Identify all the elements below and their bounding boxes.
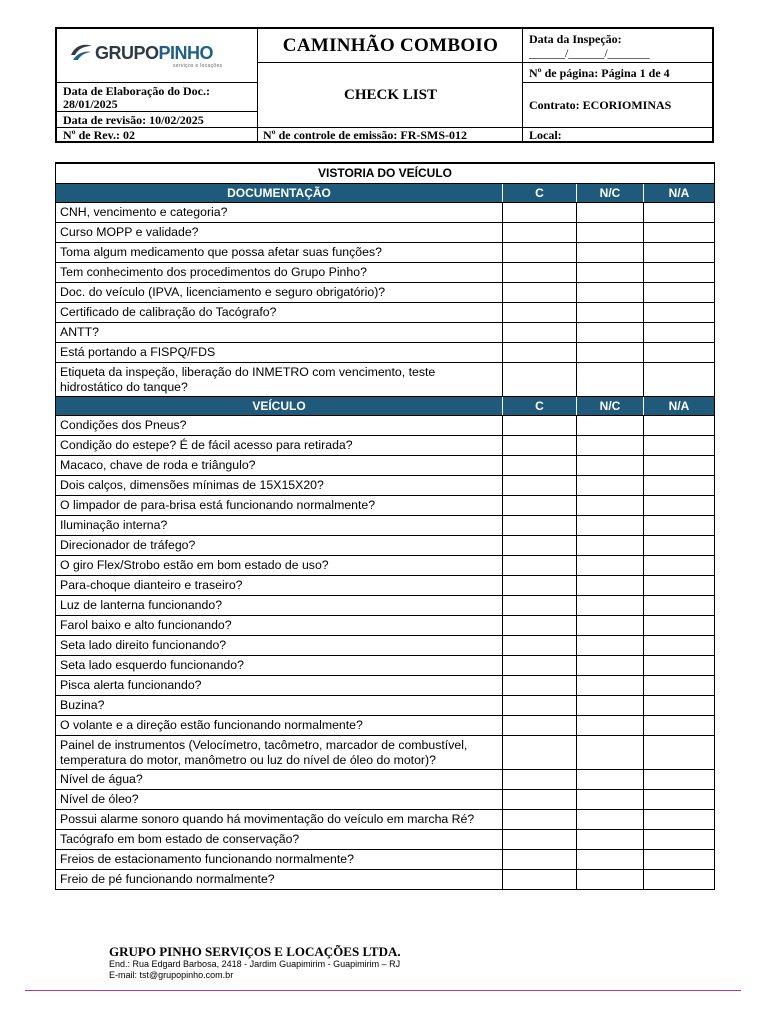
checklist-question: Luz de lanterna funcionando? [56,596,503,616]
elaboration-date: 28/01/2025 [63,97,118,111]
check-cell-c[interactable] [503,363,577,397]
check-cell-nc[interactable] [577,416,644,436]
check-cell-nc[interactable] [577,656,644,676]
table-row [56,223,715,243]
check-cell-c[interactable] [503,790,577,810]
column-header: N/A [644,397,715,416]
check-cell-nc[interactable] [577,363,644,397]
checklist-question: Iluminação interna? [56,516,503,536]
check-cell-nc[interactable] [577,636,644,656]
elaboration-date-label: Data de Elaboração do Doc.: [63,84,210,98]
table-row [56,416,715,436]
checklist-question: Freios de estacionamento funcionando normalmente? [56,850,503,870]
checklist-question: Doc. do veículo (IPVA, licenciamento e seguro obrigatório)? [56,283,503,303]
check-cell-na[interactable] [644,870,715,890]
check-cell-nc[interactable] [577,283,644,303]
checklist-question: Nível de água? [56,770,503,790]
checklist-question: Nível de óleo? [56,790,503,810]
checklist-question: Direcionador de tráfego? [56,536,503,556]
checklist-question: Farol baixo e alto funcionando? [56,616,503,636]
contract-label: Contrato: ECORIOMINAS [529,98,672,112]
check-cell-nc[interactable] [577,323,644,343]
header-divider [523,82,712,83]
header-divider [523,62,712,63]
check-cell-na[interactable] [644,850,715,870]
check-cell-c[interactable] [503,456,577,476]
check-cell-nc[interactable] [577,536,644,556]
check-cell-na[interactable] [644,416,715,436]
revision-number: Nº de Rev.: 02 [63,128,135,142]
check-cell-c[interactable] [503,870,577,890]
table-row [56,790,715,810]
table-row [56,616,715,636]
check-cell-c[interactable] [503,676,577,696]
table-row [56,516,715,536]
column-header: C [503,184,577,203]
check-cell-c[interactable] [503,736,577,770]
table-row [56,850,715,870]
table-row [56,263,715,283]
table-row [56,596,715,616]
table-row [56,770,715,790]
check-cell-c[interactable] [503,850,577,870]
check-cell-nc[interactable] [577,203,644,223]
check-cell-nc[interactable] [577,696,644,716]
check-cell-c[interactable] [503,810,577,830]
check-cell-nc[interactable] [577,850,644,870]
check-cell-na[interactable] [644,436,715,456]
table-row [56,363,715,397]
check-cell-nc[interactable] [577,496,644,516]
check-cell-c[interactable] [503,556,577,576]
check-cell-na[interactable] [644,203,715,223]
check-cell-c[interactable] [503,263,577,283]
check-cell-nc[interactable] [577,516,644,536]
check-cell-c[interactable] [503,616,577,636]
check-cell-nc[interactable] [577,736,644,770]
table-row [56,476,715,496]
inspection-date-field[interactable]: ______/______/_______ [529,46,650,60]
check-cell-c[interactable] [503,416,577,436]
check-cell-nc[interactable] [577,476,644,496]
column-header: N/C [577,184,644,203]
check-cell-na[interactable] [644,303,715,323]
document-title: CAMINHÃO COMBOIO [282,35,499,56]
table-row [56,303,715,323]
table-row [56,323,715,343]
document-header [55,27,714,143]
inspection-date-label: Data da Inspeção: [529,32,622,46]
footer-email: E-mail: tst@grupopinho.com.br [109,970,234,980]
column-header: N/C [577,397,644,416]
check-cell-nc[interactable] [577,576,644,596]
check-cell-na[interactable] [644,456,715,476]
check-cell-na[interactable] [644,636,715,656]
table-row [56,676,715,696]
check-cell-na[interactable] [644,770,715,790]
checklist-question: Freio de pé funcionando normalmente? [56,870,503,890]
check-cell-nc[interactable] [577,810,644,830]
check-cell-c[interactable] [503,576,577,596]
checklist-question: O volante e a direção estão funcionando normalmente? [56,716,503,736]
check-cell-c[interactable] [503,323,577,343]
check-cell-c[interactable] [503,830,577,850]
checklist-question: Tem conhecimento dos procedimentos do Grupo Pinho? [56,263,503,283]
checklist-question: Etiqueta da inspeção, liberação do INMETRO com vencimento, teste hidrostático do tanque? [56,363,503,397]
table-row [56,716,715,736]
footer-divider-line [25,990,741,991]
check-cell-c[interactable] [503,496,577,516]
check-cell-na[interactable] [644,810,715,830]
check-cell-nc[interactable] [577,456,644,476]
section-header-row [56,184,715,203]
check-cell-nc[interactable] [577,556,644,576]
table-row [56,696,715,716]
section-title: VEÍCULO [56,397,503,416]
checklist-question: Para-choque dianteiro e traseiro? [56,576,503,596]
checklist-question: O limpador de para-brisa está funcionando normalmente? [56,496,503,516]
check-cell-c[interactable] [503,696,577,716]
check-cell-na[interactable] [644,790,715,810]
checklist-question: Está portando a FISPQ/FDS [56,343,503,363]
section-header-row [56,397,715,416]
checklist-question: Condição do estepe? É de fácil acesso para retirada? [56,436,503,456]
table-row [56,830,715,850]
checklist-question: ANTT? [56,323,503,343]
check-cell-c[interactable] [503,303,577,323]
check-cell-nc[interactable] [577,870,644,890]
check-cell-nc[interactable] [577,303,644,323]
check-cell-c[interactable] [503,770,577,790]
logo-wordmark: GRUPOPINHO [95,43,214,63]
logo-tagline: serviços e locações [173,63,223,69]
check-cell-na[interactable] [644,343,715,363]
check-cell-na[interactable] [644,596,715,616]
checklist-question: O giro Flex/Strobo estão em bom estado de uso? [56,556,503,576]
checklist-question: Seta lado direito funcionando? [56,636,503,656]
table-row [56,243,715,263]
checklist-question: CNH, vencimento e categoria? [56,203,503,223]
check-cell-na[interactable] [644,576,715,596]
checklist-question: Macaco, chave de roda e triângulo? [56,456,503,476]
check-cell-nc[interactable] [577,770,644,790]
check-cell-na[interactable] [644,263,715,283]
checklist-question: Certificado de calibração do Tacógrafo? [56,303,503,323]
checklist-question: Pisca alerta funcionando? [56,676,503,696]
check-cell-nc[interactable] [577,223,644,243]
check-cell-c[interactable] [503,716,577,736]
column-header: N/A [644,184,715,203]
checklist-question: Seta lado esquerdo funcionando? [56,656,503,676]
table-row [56,283,715,303]
table-row [56,636,715,656]
check-cell-na[interactable] [644,496,715,516]
checklist-question: Condições dos Pneus? [56,416,503,436]
check-cell-nc[interactable] [577,436,644,456]
check-cell-nc[interactable] [577,243,644,263]
check-cell-c[interactable] [503,596,577,616]
checklist-question: Possui alarme sonoro quando há movimentação do veículo em marcha Ré? [56,810,503,830]
check-cell-na[interactable] [644,536,715,556]
header-divider [57,82,257,83]
revision-date: Data de revisão: 10/02/2025 [63,113,204,127]
check-cell-c[interactable] [503,343,577,363]
check-cell-nc[interactable] [577,790,644,810]
local-field[interactable]: Local: [529,128,562,142]
table-row [56,203,715,223]
footer-company-name: GRUPO PINHO SERVIÇOS E LOCAÇÕES LTDA. [109,944,401,959]
table-row [56,496,715,516]
checklist-question: Painel de instrumentos (Velocímetro, tacômetro, marcador de combustível, temperatura do motor, manômetro ou luz do nível de óleo do motor)? [56,736,503,770]
check-cell-nc[interactable] [577,676,644,696]
checklist-question: Dois calços, dimensões mínimas de 15X15X20? [56,476,503,496]
footer-address: End.: Rua Edgard Barbosa, 2418 - Jardim Guapimirim - Guapimirim – RJ [109,959,401,969]
check-cell-nc[interactable] [577,343,644,363]
logo-swoosh-icon [69,41,93,63]
header-divider [57,111,257,112]
check-cell-nc[interactable] [577,616,644,636]
check-cell-na[interactable] [644,243,715,263]
check-cell-nc[interactable] [577,716,644,736]
check-cell-na[interactable] [644,223,715,243]
check-cell-c[interactable] [503,243,577,263]
check-cell-nc[interactable] [577,830,644,850]
table-row [56,436,715,456]
check-cell-c[interactable] [503,516,577,536]
check-cell-c[interactable] [503,636,577,656]
check-cell-na[interactable] [644,283,715,303]
check-cell-nc[interactable] [577,263,644,283]
vehicle-inspection-table [55,162,715,890]
section-title: DOCUMENTAÇÃO [56,184,503,203]
checklist-question: Toma algum medicamento que possa afetar suas funções? [56,243,503,263]
check-cell-na[interactable] [644,716,715,736]
document-subtitle: CHECK LIST [344,87,437,103]
check-cell-na[interactable] [644,516,715,536]
table-title: VISTORIA DO VEÍCULO [56,163,715,184]
table-row [56,556,715,576]
check-cell-c[interactable] [503,656,577,676]
check-cell-c[interactable] [503,223,577,243]
table-row [56,656,715,676]
table-title-row [56,163,715,184]
table-row [56,343,715,363]
checklist-question: Curso MOPP e validade? [56,223,503,243]
check-cell-c[interactable] [503,203,577,223]
table-row [56,810,715,830]
check-cell-na[interactable] [644,616,715,636]
column-header: C [503,397,577,416]
check-cell-nc[interactable] [577,596,644,616]
table-row [56,870,715,890]
table-row [56,536,715,556]
check-cell-na[interactable] [644,830,715,850]
check-cell-na[interactable] [644,676,715,696]
header-divider [257,62,523,63]
checklist-question: Tacógrafo em bom estado de conservação? [56,830,503,850]
check-cell-c[interactable] [503,536,577,556]
table-row [56,456,715,476]
table-row [56,576,715,596]
checklist-question: Buzina? [56,696,503,716]
check-cell-na[interactable] [644,656,715,676]
check-cell-na[interactable] [644,363,715,397]
check-cell-c[interactable] [503,436,577,456]
table-row [56,736,715,770]
check-cell-na[interactable] [644,323,715,343]
check-cell-na[interactable] [644,476,715,496]
emission-control-number: Nº de controle de emissão: FR-SMS-012 [263,128,468,142]
company-logo [69,39,249,69]
page-number: Nº de página: Página 1 de 4 [529,66,670,80]
check-cell-c[interactable] [503,283,577,303]
check-cell-na[interactable] [644,736,715,770]
check-cell-na[interactable] [644,696,715,716]
check-cell-na[interactable] [644,556,715,576]
check-cell-c[interactable] [503,476,577,496]
